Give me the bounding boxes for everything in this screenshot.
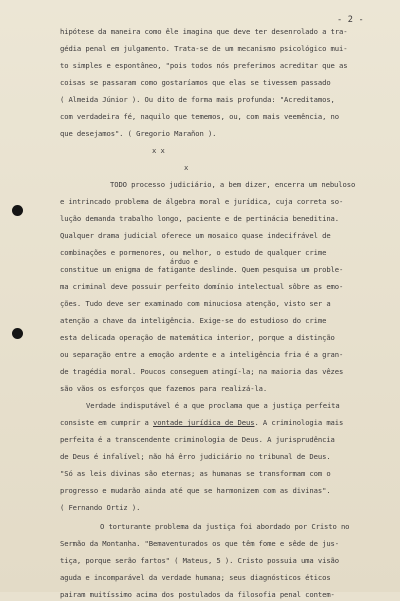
text-line: de Deus é infalível; não há êrro judiciário no tribunal de Deus. <box>60 452 331 461</box>
text-line: Sermão da Montanha. "Bemaventurados os que têm fome e sêde de jus- <box>60 539 339 548</box>
text-line: coisas se passaram como gostaríamos que elas se tivessem passado <box>60 78 331 87</box>
text-line: "Só as leis divinas são eternas; as humanas se transformam com o <box>60 469 331 478</box>
text-line: aguda e incomparável da verdade humana; seus diagnósticos éticos <box>60 573 331 582</box>
text-line: perfeita é a transcendente criminologia de Deus. A jurisprudência <box>60 435 335 444</box>
text-line: hipótese da maneira como êle imagina que deve ter desenrolado a tra- <box>60 27 348 36</box>
text-line: to simples e espontâneo, "pois todos nós preferimos acreditar que as <box>60 61 348 70</box>
text-line: TODO processo judiciário, a bem dizer, encerra um nebuloso <box>110 180 356 189</box>
page-number: - 2 - <box>337 15 364 25</box>
text-line: atenção a chave da inteligência. Exige-se do estudioso do crime <box>60 316 327 325</box>
text-line: pairam muitíssimo acima dos postulados da filosofia penal contem- <box>60 590 335 599</box>
text-line: ções. Tudo deve ser examinado com minuciosa atenção, visto ser a <box>60 299 331 308</box>
handwritten-insertion: árduo e <box>170 258 198 266</box>
text-line: Qualquer drama judicial oferece um mosaico quase indecifrável de <box>60 231 331 240</box>
text-line: ( Fernando Ortiz ). <box>60 503 141 512</box>
text-line: são vãos os esforços que fazemos para realizá-la. <box>60 384 268 393</box>
text-line <box>60 417 343 429</box>
text-line: e intrincado problema de álgebra moral e jurídica, cuja correta so- <box>60 197 344 206</box>
text-line: que desejamos". ( Gregorio Marañon ). <box>60 129 217 138</box>
text-line: ( Almeida Júnior ). Ou dito de forma mais profunda: "Acreditamos, <box>60 95 335 104</box>
text-line: lução demanda trabalho longo, paciente e de pertinácia beneditina. <box>60 214 339 223</box>
text-line: constitue um enigma de fatigante deslinde. Quem pesquisa um proble- <box>60 265 344 274</box>
text-line: ou separação entre a emoção ardente e a inteligência fria é a gran- <box>60 350 344 359</box>
text-fragment: . A criminologia mais <box>254 418 344 427</box>
text-line: progresso e mudarão ainda até que se harmonizem com as divinas". <box>60 486 331 495</box>
text-fragment: consiste em cumprir a <box>60 418 153 427</box>
underlined-phrase: vontade jurídica de Deus <box>153 418 255 427</box>
text-line: ma criminal deve possuir perfeito domínio intelectual sôbre as emo- <box>60 282 344 291</box>
section-separator: x <box>184 163 189 172</box>
punch-hole-bottom <box>12 328 23 339</box>
text-line: Verdade indisputável é a que proclama que a justiça perfeita <box>86 401 340 410</box>
text-line: com verdadeira fé, naquilo que tememos, ou, com mais veemência, no <box>60 112 339 121</box>
section-separator: x x <box>152 146 165 155</box>
punch-hole-top <box>12 205 23 216</box>
text-line: O torturante problema da justiça foi abordado por Cristo no <box>100 522 350 531</box>
text-line: gédia penal em julgamento. Trata-se de um mecanismo psicológico mui- <box>60 44 348 53</box>
text-line: tiça, porque serão fartos" ( Mateus, 5 ). Cristo possuia uma visão <box>60 556 339 565</box>
text-line: de tragédia moral. Poucos conseguem atingí-la; na maioria das vêzes <box>60 367 344 376</box>
text-line: esta delicada operação de matemática interior, porque a distinção <box>60 333 335 342</box>
text-line: combinações e pormenores, ou melhor, o estudo de qualquer crime <box>60 248 327 257</box>
